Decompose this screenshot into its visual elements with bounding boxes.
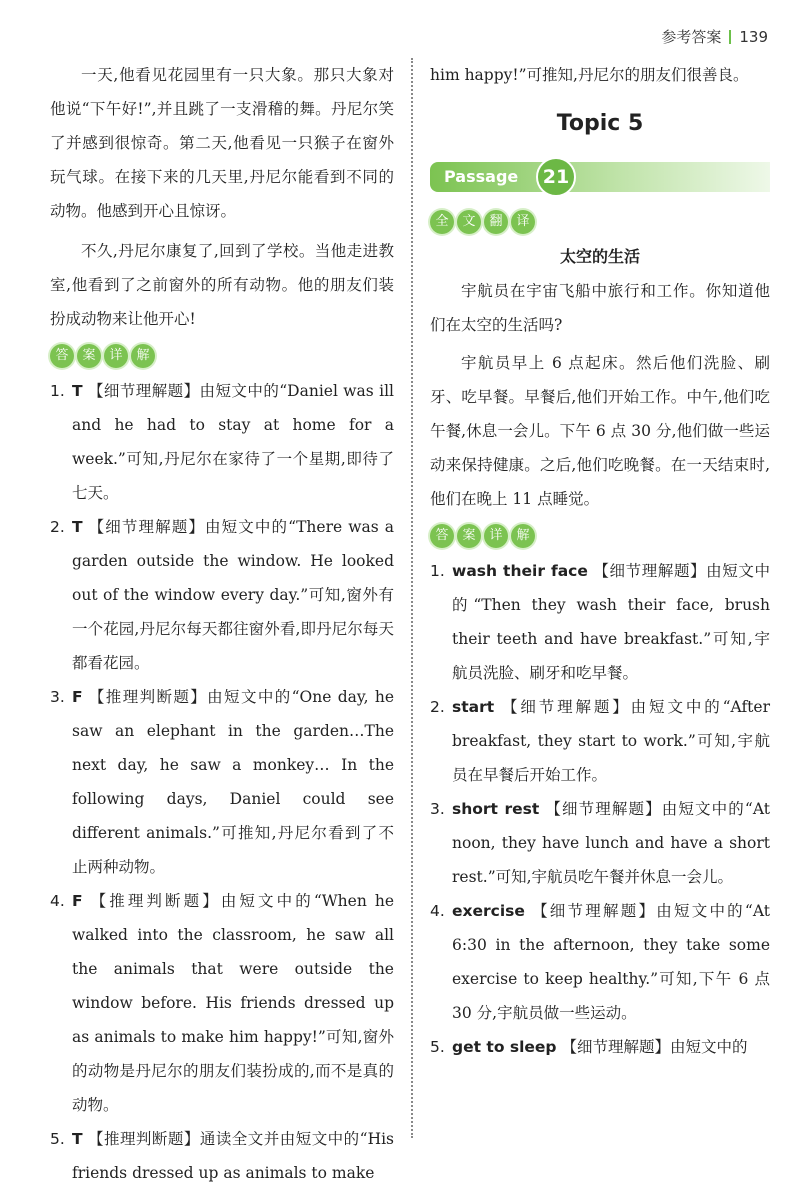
item-explanation: 【细节理解题】由短文中的“After breakfast, they start to work.”可知,宇航员在早餐后开始工作。 (452, 698, 770, 784)
header-separator (729, 30, 731, 44)
item-answer: wash their face (452, 562, 588, 580)
badge-char: 翻 (484, 210, 508, 234)
left-column (50, 58, 394, 1190)
item-explanation: 【细节理解题】由短文中的“There was a garden outside the window. He looked out of the window every day.”可知,窗外有一个花园,丹尼尔每天都往窗外看,即丹尼尔每天都看花园。 (72, 518, 394, 672)
item-answer: T (72, 382, 83, 400)
badge-char: 译 (511, 210, 535, 234)
item-answer: F (72, 688, 83, 706)
full-translation-badge (430, 210, 535, 234)
passage-label: Passage (444, 167, 519, 186)
story-paragraph-2: 不久,丹尼尔康复了,回到了学校。当他走进教室,他看到了之前窗外的所有动物。他的朋友们装扮成动物来让他开心! (50, 242, 394, 328)
story-paragraph-1: 一天,他看见花园里有一只大象。那只大象对他说“下午好!”,并且跳了一支滑稽的舞。丹尼尔笑了并感到很惊奇。第二天,他看见一只猴子在窗外玩气球。在接下来的几天里,丹尼尔能看到不同的动物。他感到开心且惊讶。 (50, 66, 394, 220)
item-answer: short rest (452, 800, 540, 818)
badge-char: 解 (131, 344, 155, 368)
item-explanation: 【细节理解题】由短文中的“At noon, they have lunch and have a short rest.”可知,宇航员吃午餐并休息一会儿。 (452, 800, 770, 886)
item-number: 5. (430, 1038, 445, 1056)
translation-title: 太空的生活 (559, 247, 640, 266)
badge-char: 案 (457, 524, 481, 548)
item-explanation: 【细节理解题】由短文中的“Then they wash their face, brush their teeth and have breakfast.”可知,宇航员洗脸、刷牙和吃早餐。 (452, 562, 770, 682)
answer-item-3 (430, 792, 770, 894)
badge-char: 详 (484, 524, 508, 548)
item-number: 4. (50, 892, 65, 910)
item-answer: T (72, 1130, 83, 1148)
column-divider (411, 58, 413, 1138)
item-answer: start (452, 698, 495, 716)
item-number: 1. (50, 382, 65, 400)
item-explanation: 【推理判断题】由短文中的“When he walked into the classroom, he saw all the animals that were outside the window before. His friends dressed up as animals to make him happy!”可知,窗外的动物是丹尼尔的朋友们装扮成的,而不是真的动物。 (72, 892, 394, 1114)
item-number: 3. (430, 800, 445, 818)
answer-item-2 (430, 690, 770, 792)
item-number: 4. (430, 902, 445, 920)
badge-char: 案 (77, 344, 101, 368)
badge-char: 解 (511, 524, 535, 548)
topic-heading: Topic 5 (556, 111, 644, 136)
item-explanation: 【细节理解题】由短文中的“At 6:30 in the afternoon, they take some exercise to keep healthy.”可知,下午 6 点 30 分,宇航员做一些运动。 (452, 902, 770, 1022)
page-number: 139 (739, 28, 768, 46)
item-answer: get to sleep (452, 1038, 557, 1056)
badge-char: 详 (104, 344, 128, 368)
answer-explanation-badge (430, 524, 535, 548)
item-number: 1. (430, 562, 445, 580)
answer-item-5 (430, 1030, 770, 1064)
item-answer: exercise (452, 902, 525, 920)
page-header (661, 26, 768, 47)
item-explanation: 【推理判断题】由短文中的“One day, he saw an elephant in the garden…The next day, he saw a monkey… In the following days, Daniel could see different animals.”可推知,丹尼尔看到了不止两种动物。 (72, 688, 394, 876)
answer-item-2 (50, 510, 394, 680)
answer-item-1 (50, 374, 394, 510)
item-number: 2. (430, 698, 445, 716)
item-explanation: 【推理判断题】通读全文并由短文中的“His friends dressed up as animals to make (72, 1130, 394, 1182)
badge-char: 答 (430, 524, 454, 548)
translation-paragraph-1: 宇航员在宇宙飞船中旅行和工作。你知道他们在太空的生活吗? (430, 282, 770, 334)
badge-char: 全 (430, 210, 454, 234)
right-column (430, 58, 770, 1064)
answer-item-5 (50, 1122, 394, 1190)
answer-item-4 (430, 894, 770, 1030)
answer-item-3 (50, 680, 394, 884)
passage-number: 21 (536, 157, 576, 197)
badge-char: 文 (457, 210, 481, 234)
answer-explanation-badge (50, 344, 155, 368)
item-number: 2. (50, 518, 65, 536)
item-explanation: 【细节理解题】由短文中的 (556, 1038, 748, 1056)
answer-item-4 (50, 884, 394, 1122)
item-answer: T (72, 518, 83, 536)
answer-item-1 (430, 554, 770, 690)
item-explanation: 【细节理解题】由短文中的“Daniel was ill and he had to stay at home for a week.”可知,丹尼尔在家待了一个星期,即待了七天。 (72, 382, 394, 502)
item-number: 5. (50, 1130, 65, 1148)
translation-paragraph-2: 宇航员早上 6 点起床。然后他们洗脸、刷牙、吃早餐。早餐后,他们开始工作。中午,他们吃午餐,休息一会儿。下午 6 点 30 分,他们做一些运动来保持健康。之后,他们吃晚餐。在一天结束时,他们在晚上 11 点睡觉。 (430, 354, 770, 508)
continued-text: him happy!”可推知,丹尼尔的朋友们很善良。 (430, 66, 749, 84)
passage-banner (430, 162, 770, 192)
item-number: 3. (50, 688, 65, 706)
section-title: 参考答案 (661, 28, 722, 46)
badge-char: 答 (50, 344, 74, 368)
item-answer: F (72, 892, 83, 910)
